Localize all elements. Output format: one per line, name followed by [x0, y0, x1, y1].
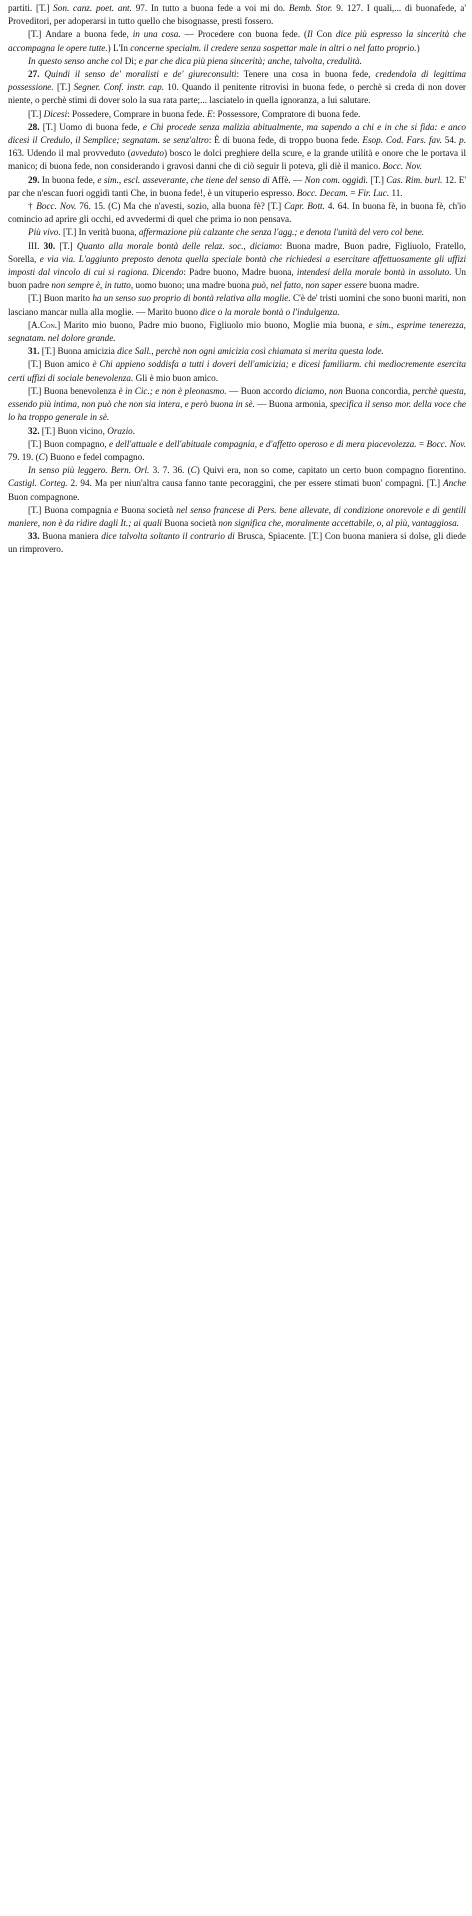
- entry-paragraph-benevolenza: [8, 385, 466, 425]
- sense-number: 33.: [28, 531, 43, 542]
- italic-run: in una cosa.: [132, 29, 181, 40]
- sense-number: 32.: [28, 425, 42, 436]
- source-tag: [T.]: [28, 29, 46, 40]
- entry-paragraph-buonamico: [8, 358, 466, 384]
- text-run: Andare a buona fede,: [45, 29, 133, 40]
- entry-paragraph-buonmarito: [8, 292, 466, 318]
- italic-run: e Chi procede senza malizia abitualmente, ma sapendo a chi e in che si fida: e anco dicesi il Credulo, il Semplice; segnatam. se senz'altro: [8, 121, 466, 146]
- source-tag: [T.]: [36, 3, 54, 13]
- italic-run: In questo senso anche col: [28, 55, 123, 66]
- source-tag: [T.]: [426, 478, 444, 489]
- entry-paragraph-compagno: [8, 438, 466, 464]
- text-run: Buona compagnia: [44, 504, 115, 515]
- text-run: buona madre.: [366, 280, 420, 291]
- entry-paragraph-bocc76: [8, 200, 466, 226]
- italic-run: Esop. Cod. Fars. fav.: [362, 135, 442, 146]
- text-run: Gli è mio buon amico.: [133, 372, 218, 383]
- italic-run: C: [190, 465, 197, 476]
- italic-run: intendesi della morale bontà in assoluto.: [296, 267, 452, 278]
- text-run: 11.: [389, 187, 403, 198]
- source-tag: [A.Con.]: [28, 319, 64, 330]
- entry-paragraph-piuvivo: [8, 226, 466, 239]
- italic-run: Fir. Luc.: [357, 187, 390, 198]
- text-run: Brusca, Spiacente.: [234, 531, 309, 542]
- text-run: Con: [312, 29, 336, 40]
- italic-run: C: [38, 451, 45, 462]
- text-run: Buona società: [161, 517, 219, 528]
- text-run: — Buona armonia,: [254, 399, 330, 410]
- italic-run: Capr. Bott.: [284, 201, 325, 212]
- text-run: Buon compagnone.: [8, 491, 80, 502]
- italic-run: può, nel fatto, non saper essere: [252, 280, 367, 291]
- italic-run: Non com. oggidì.: [304, 174, 369, 185]
- source-tag: [T.]: [62, 227, 79, 238]
- text-run: 97. In tutto a buona fede a voi mi do.: [131, 3, 289, 13]
- source-tag: [T.]: [41, 425, 58, 436]
- source-tag: [T.]: [56, 82, 74, 93]
- italic-run: Bocc. Nov.: [382, 161, 422, 172]
- italic-run: In senso più leggero. Bern. Orl.: [28, 465, 150, 476]
- text-run: =: [416, 438, 427, 449]
- italic-run: e par che dica più piena sincerità; anche, talvolta, credulità.: [138, 55, 362, 66]
- sense-number: 27.: [28, 69, 45, 80]
- text-run: — Procedere con buona fede. (: [180, 29, 308, 40]
- source-tag: [T.]: [28, 385, 44, 396]
- text-run: =: [347, 187, 358, 198]
- text-run: Buon marito: [43, 293, 93, 304]
- text-run: In buona fede,: [41, 174, 98, 185]
- sense-number: 31.: [28, 346, 42, 357]
- italic-run: diciamo, non: [294, 385, 343, 396]
- text-run: Buona concordia,: [342, 385, 413, 396]
- text-run: Buona benevolenza: [43, 385, 119, 396]
- text-run: Uomo di buona fede,: [59, 121, 143, 132]
- italic-run: è in Cic.; e non è pleonasmo.: [118, 385, 227, 396]
- italic-run: dice o la morale bontà o l'indulgenza.: [200, 306, 340, 317]
- entry-paragraph-29: [8, 174, 466, 200]
- source-tag: [T.]: [308, 531, 325, 542]
- text-run: 76. 15. (C) Ma che n'avesti, sozio, alla buona fè?: [76, 201, 268, 212]
- source-tag: [T.]: [370, 174, 387, 185]
- text-run: III.: [28, 240, 44, 251]
- source-tag: [T.]: [42, 121, 60, 132]
- text-run: †: [28, 201, 37, 212]
- text-run: Buona maniera: [42, 531, 102, 542]
- text-run: : Possedere, Comprare in buona fede.: [67, 108, 207, 119]
- entry-paragraph-leggero: [8, 464, 466, 504]
- italic-run: Dicesi: [43, 108, 68, 119]
- text-run: ) Quivi era, non so come, capitato un certo buon compagno fiorentino.: [196, 465, 467, 476]
- text-run: Un buon padre: [8, 267, 467, 291]
- italic-run: e: [114, 504, 119, 515]
- text-run: 10. Quando il penitente ritrovisi in buona fede, o perchè si creda di non dover niente, o perchè stimi di dover solo la sua rata parte;... lasciatelo in quella ignoranza, a lui salutare.: [8, 82, 466, 106]
- italic-run: Il: [307, 29, 313, 40]
- text-run: : Buona madre, Buon padre, Figliuolo, Fratello, Sorella,: [8, 240, 466, 264]
- italic-run: specifica il senso mor. della voce che lo ha troppo generale in sè.: [8, 399, 466, 423]
- text-run: partiti.: [8, 3, 37, 13]
- source-tag: [T.]: [28, 438, 44, 449]
- text-run: Buona amicizia: [57, 346, 118, 357]
- text-run: ) bosco le dolci preghiere della scure, e la grande utilità e onore che le portava il manico; di buona fede, non considerando i gravosi danni che di ciò seguir li poteva, gli diè il manico.: [8, 148, 466, 172]
- text-run: In verità buona,: [78, 227, 139, 238]
- entry-paragraph-aconj: [8, 319, 466, 345]
- italic-run: Segner. Conf. instr. cap.: [73, 82, 164, 93]
- entry-paragraph-continuation: [8, 2, 466, 28]
- sense-number: 29.: [28, 174, 42, 185]
- text-run: Marito mio buono, Padre mio buono, Figliuolo mio buono, Moglie mia buona,: [63, 319, 369, 330]
- italic-run: Quindi il senso de' moralisti e de' giureconsulti: [44, 69, 237, 80]
- text-run: 4. 64. In buona fè, in buona fè, ch'io comincio ad aprire gli occhi, ed avvedermi di quel che prima io non pensava.: [8, 201, 467, 225]
- entry-paragraph-30: [8, 240, 466, 293]
- source-tag: [T.]: [28, 293, 44, 304]
- text-run: Buon vicino,: [57, 425, 108, 436]
- sense-number: 28.: [28, 121, 43, 132]
- entry-paragraph-28: [8, 121, 466, 174]
- text-run: : Padre buono, Madre buona,: [183, 267, 297, 278]
- italic-run: non significa che, moralmente accettabile, o, al più, vantaggiosa.: [218, 517, 459, 528]
- source-tag: [T.]: [28, 504, 45, 515]
- text-run: Di;: [122, 55, 139, 66]
- source-tag: [T.]: [28, 359, 45, 370]
- italic-run: credendola di legittima possessione.: [8, 69, 466, 93]
- entry-paragraph-27: [8, 68, 466, 108]
- text-run: ) Buono e fedel compagno.: [44, 451, 145, 462]
- italic-run: Più vivo.: [28, 227, 61, 238]
- text-run: : È di buona fede, di troppo buona fede.: [208, 135, 363, 146]
- text-run: C'è de' tristi uomini che sono buoni mariti, non lasciano mancar nulla alla moglie. — Marito buono: [8, 293, 466, 317]
- text-run: Buon amico: [44, 359, 93, 370]
- text-run: Con buona maniera si dolse, gli diede un rimprovero.: [8, 531, 466, 555]
- italic-run: E: [206, 108, 213, 119]
- text-run: 3. 7. 36. (: [149, 465, 191, 476]
- text-run: 163. Udendo il mal provveduto (: [8, 148, 131, 159]
- text-run: Buon compagno,: [43, 438, 110, 449]
- italic-run: avveduto: [130, 148, 164, 159]
- italic-run: è Chi appieno soddisfa a tutti i doveri dell'amicizia; e dicesi familiarm. chi mediocremente esercita certi uffizi di sociale benevolenza.: [8, 359, 466, 383]
- text-run: uomo buono; una madre buona: [133, 280, 253, 291]
- sense-number: 30.: [43, 240, 60, 251]
- italic-run: Quanto alla morale bontà delle relaz. soc., diciamo: [76, 240, 280, 251]
- text-run: : Tenere una cosa in buona fede,: [236, 69, 376, 80]
- italic-run: Bocc. Nov.: [36, 201, 77, 212]
- italic-run: Anche: [443, 478, 466, 489]
- source-tag: [T.]: [267, 201, 285, 212]
- italic-run: nel senso francese di Pers. bene allevate, di condizione onorevole e di gentili maniere, non è da ridire dagli It.; ai quali: [8, 504, 467, 528]
- entry-paragraph-andare: [8, 28, 466, 54]
- text-run: : Possessore, Compratore di buona fede.: [212, 108, 361, 119]
- entry-paragraph-di: [8, 55, 466, 68]
- italic-run: Cas. Rim. burl.: [386, 174, 443, 185]
- source-tag: [T.]: [28, 108, 44, 119]
- italic-run: e sim., esprime tenerezza, segnatam. nel dolore grande.: [8, 319, 466, 344]
- entry-paragraph-dicesi: [8, 108, 466, 121]
- italic-run: perchè questa, essendo più intima, non può che non sia intera, e però buona in sè.: [8, 385, 466, 410]
- italic-run: e sim., escl. asseverante, che tiene del senso di: [97, 174, 270, 185]
- italic-run: Bocc. Nov.: [426, 438, 466, 449]
- text-run: ): [416, 42, 420, 53]
- italic-run: ha un senso suo proprio di bontà relativa alla moglie.: [92, 293, 291, 304]
- italic-run: Son. canz. poet. ant.: [53, 3, 132, 13]
- text-run: 54.: [441, 135, 460, 146]
- italic-run: Orazio.: [107, 425, 136, 436]
- entry-body: [8, 2, 466, 557]
- italic-run: Castigl. Corteg.: [8, 478, 68, 489]
- italic-run: p.: [459, 135, 467, 146]
- italic-run: concerne specialm. il credere senza sospettar male in altri o nel fatto proprio.: [130, 42, 417, 53]
- italic-run: dice più espresso la sincerità che accompagna le opere tutte.: [8, 29, 466, 53]
- text-run: 2. 94. Ma per niun'altra causa fanno tante pecoraggini, che per essere stimati buon' compagni.: [67, 478, 427, 489]
- text-run: — Buon accordo: [226, 385, 295, 396]
- italic-run: Bemb. Stor.: [288, 3, 333, 13]
- text-run: Buona società: [118, 504, 177, 515]
- text-run: 79. 19. (: [8, 451, 39, 462]
- source-tag: [T.]: [41, 346, 58, 357]
- italic-run: affermazione più calzante che senza l'agg.; e denota l'unità del vero col bene.: [138, 227, 425, 238]
- italic-run: non sempre è, in tutto,: [51, 280, 134, 291]
- text-run: 12. E' par che n'escan fuori oggidì tanti Che, in buona fede!, è un vituperio espresso.: [8, 174, 466, 198]
- entry-paragraph-societa: [8, 504, 466, 530]
- text-run: Affè. —: [269, 174, 305, 185]
- source-tag: [T.]: [59, 240, 77, 251]
- text-run: ) L'In: [107, 42, 131, 53]
- italic-run: Bocc. Decam.: [296, 187, 348, 198]
- italic-run: e dell'attuale e dell'abituale compagnia, e d'affetto operoso e di mera piacevolezza.: [109, 438, 417, 449]
- italic-run: dice Sall., perchè non ogni amicizia così chiamata si merita questa lode.: [117, 346, 384, 357]
- italic-run: e via via. L'aggiunto preposto denota quella speciale bontà che richiedesi a esercitare affettuosamente gli uffizi imposti dal vincolo di cui si ragiona. Dicendo: [8, 253, 466, 278]
- entry-paragraph-33: [8, 530, 466, 556]
- text-run: 9. 127. I quali,... di buonafede, a' Proveditori, per adoperarsi in tutto quello che bisognasse, presti fossero.: [8, 3, 466, 27]
- italic-run: dice talvolta soltanto il contrario di: [101, 531, 235, 542]
- entry-paragraph-31: [8, 345, 466, 358]
- entry-paragraph-32: [8, 425, 466, 438]
